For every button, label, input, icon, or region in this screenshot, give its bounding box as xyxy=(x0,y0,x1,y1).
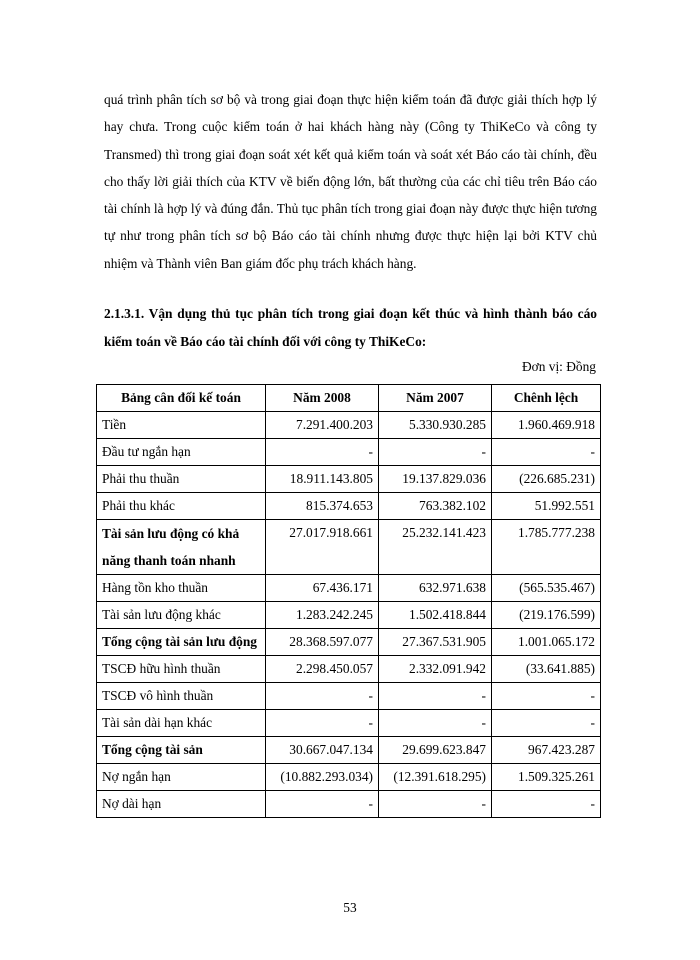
value-2007: 1.502.418.844 xyxy=(379,602,492,629)
table-row xyxy=(97,493,601,520)
row-label: Tài sản lưu động có khả năng thanh toán nhanh xyxy=(97,520,266,575)
value-2007: 5.330.930.285 xyxy=(379,412,492,439)
value-2008: 1.283.242.245 xyxy=(266,602,379,629)
table-row xyxy=(97,575,601,602)
value-2007: 19.137.829.036 xyxy=(379,466,492,493)
value-difference: (565.535.467) xyxy=(492,575,601,602)
value-difference: - xyxy=(492,439,601,466)
value-difference: 1.785.777.238 xyxy=(492,520,601,575)
table-row xyxy=(97,737,601,764)
row-label: Tài sản dài hạn khác xyxy=(97,710,266,737)
row-label: Tài sản lưu động khác xyxy=(97,602,266,629)
row-label: Tổng cộng tài sản xyxy=(97,737,266,764)
value-difference: 1.960.469.918 xyxy=(492,412,601,439)
value-2007: 27.367.531.905 xyxy=(379,629,492,656)
value-2008: 67.436.171 xyxy=(266,575,379,602)
value-2008: - xyxy=(266,791,379,818)
value-2008: 27.017.918.661 xyxy=(266,520,379,575)
value-difference: (219.176.599) xyxy=(492,602,601,629)
table-row xyxy=(97,656,601,683)
value-difference: (226.685.231) xyxy=(492,466,601,493)
value-2008: - xyxy=(266,683,379,710)
table-row xyxy=(97,602,601,629)
table-row xyxy=(97,629,601,656)
value-difference: 51.992.551 xyxy=(492,493,601,520)
value-difference: (33.641.885) xyxy=(492,656,601,683)
value-2008: (10.882.293.034) xyxy=(266,764,379,791)
table-row xyxy=(97,764,601,791)
value-2007: 29.699.623.847 xyxy=(379,737,492,764)
table-row xyxy=(97,683,601,710)
value-2007: 632.971.638 xyxy=(379,575,492,602)
table-row xyxy=(97,412,601,439)
page-number: 53 xyxy=(343,900,357,915)
value-2008: 815.374.653 xyxy=(266,493,379,520)
value-2007: 763.382.102 xyxy=(379,493,492,520)
row-label: TSCĐ vô hình thuần xyxy=(97,683,266,710)
value-difference: 1.001.065.172 xyxy=(492,629,601,656)
value-difference: 1.509.325.261 xyxy=(492,764,601,791)
row-label: Đầu tư ngắn hạn xyxy=(97,439,266,466)
unit-label: Đơn vị: Đồng xyxy=(521,359,596,374)
value-2008: 18.911.143.805 xyxy=(266,466,379,493)
value-2007: 25.232.141.423 xyxy=(379,520,492,575)
header-year-2007: Năm 2007 xyxy=(379,385,492,412)
value-2008: - xyxy=(266,439,379,466)
value-2007: (12.391.618.295) xyxy=(379,764,492,791)
table-header-row xyxy=(97,385,601,412)
table-row xyxy=(97,791,601,818)
header-year-2008: Năm 2008 xyxy=(266,385,379,412)
balance-sheet-table xyxy=(96,384,601,818)
table-row xyxy=(97,439,601,466)
table-row xyxy=(97,520,601,575)
value-2008: 2.298.450.057 xyxy=(266,656,379,683)
section-heading: 2.1.3.1. Vận dụng thủ tục phân tích trong giai đoạn kết thúc và hình thành báo cáo kiểm toán về Báo cáo tài chính đối với công ty ThiKeCo: xyxy=(104,306,597,349)
value-2007: - xyxy=(379,439,492,466)
table-row xyxy=(97,710,601,737)
value-2008: - xyxy=(266,710,379,737)
value-2007: 2.332.091.942 xyxy=(379,656,492,683)
row-label: Hàng tồn kho thuần xyxy=(97,575,266,602)
value-2008: 30.667.047.134 xyxy=(266,737,379,764)
row-label: Tổng cộng tài sản lưu động xyxy=(97,629,266,656)
row-label: Nợ dài hạn xyxy=(97,791,266,818)
value-difference: 967.423.287 xyxy=(492,737,601,764)
header-difference: Chênh lệch xyxy=(492,385,601,412)
body-paragraph: quá trình phân tích sơ bộ và trong giai đoạn thực hiện kiểm toán đã được giải thích hợp lý hay chưa. Trong cuộc kiểm toán ở hai khách hàng này (Công ty ThiKeCo và công ty Transmed) thì trong giai đoạn soát xét kết quả kiểm toán và soát xét Báo cáo tài chính, đều cho thấy lời giải thích của KTV về biến động lớn, bất thường của các chỉ tiêu trên Báo cáo tài chính là hợp lý và đúng đắn. Thủ tục phân tích trong giai đoạn này được thực hiện tương tự như trong phân tích sơ bộ Báo cáo tài chính nhưng được thực hiện lại bởi KTV chủ nhiệm và Thành viên Ban giám đốc phụ trách khách hàng. xyxy=(104,92,597,271)
value-2007: - xyxy=(379,791,492,818)
value-2007: - xyxy=(379,710,492,737)
header-balance-sheet: Bảng cân đối kế toán xyxy=(97,385,266,412)
row-label: Phải thu thuần xyxy=(97,466,266,493)
row-label: Phải thu khác xyxy=(97,493,266,520)
value-2008: 28.368.597.077 xyxy=(266,629,379,656)
row-label: Tiền xyxy=(97,412,266,439)
row-label: Nợ ngắn hạn xyxy=(97,764,266,791)
value-difference: - xyxy=(492,710,601,737)
table-row xyxy=(97,466,601,493)
value-2008: 7.291.400.203 xyxy=(266,412,379,439)
row-label: TSCĐ hữu hình thuần xyxy=(97,656,266,683)
value-difference: - xyxy=(492,791,601,818)
value-2007: - xyxy=(379,683,492,710)
value-difference: - xyxy=(492,683,601,710)
